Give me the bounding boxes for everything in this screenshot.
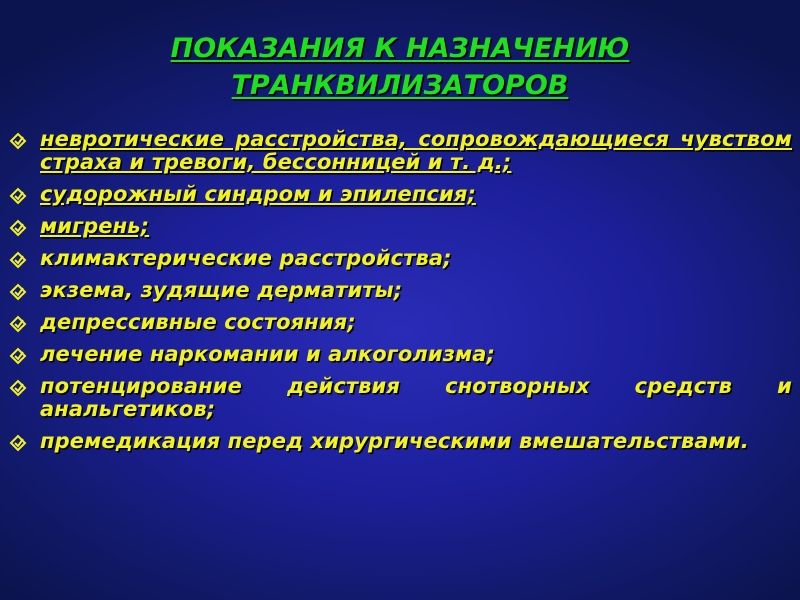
- list-item: [8, 128, 792, 174]
- bullet-icon: [8, 186, 28, 206]
- list-item: [8, 215, 792, 238]
- bullet-icon: [8, 346, 28, 366]
- list-item-text: лечение наркомании и алкоголизма;: [40, 342, 496, 366]
- list-item: [8, 375, 792, 421]
- slide-title: [0, 30, 800, 104]
- bullet-icon: [8, 131, 28, 151]
- bullet-icon: [8, 314, 28, 334]
- bullet-icon: [8, 282, 28, 302]
- list-item: [8, 247, 792, 270]
- list-item: [8, 183, 792, 206]
- list-item: [8, 430, 792, 453]
- bullet-icon: [8, 250, 28, 270]
- list-item-text: депрессивные состояния;: [40, 310, 356, 334]
- list-item-text: премедикация перед хирургическими вмешательствами.: [40, 429, 749, 453]
- list-item: [8, 311, 792, 334]
- list-item-text: потенцирование действия снотворных средств и анальгетиков;: [40, 374, 792, 421]
- title-line-1: ПОКАЗАНИЯ К НАЗНАЧЕНИЮ: [170, 33, 630, 64]
- bullet-icon: [8, 433, 28, 453]
- list-item-text: судорожный синдром и эпилепсия;: [40, 182, 476, 206]
- list-item-text: мигрень;: [40, 214, 150, 238]
- title-line-2: ТРАНКВИЛИЗАТОРОВ: [231, 70, 569, 101]
- bullet-icon: [8, 218, 28, 238]
- list-item: [8, 279, 792, 302]
- bullet-icon: [8, 378, 28, 398]
- list-item-text: климактерические расстройства;: [40, 246, 452, 270]
- list-item: [8, 343, 792, 366]
- list-item-text: невротические расстройства, сопровождающиеся чувством страха и тревоги, бессонницей и т. д.;: [40, 127, 792, 174]
- list-item-text: экзема, зудящие дерматиты;: [40, 278, 403, 302]
- indications-list: [8, 128, 792, 462]
